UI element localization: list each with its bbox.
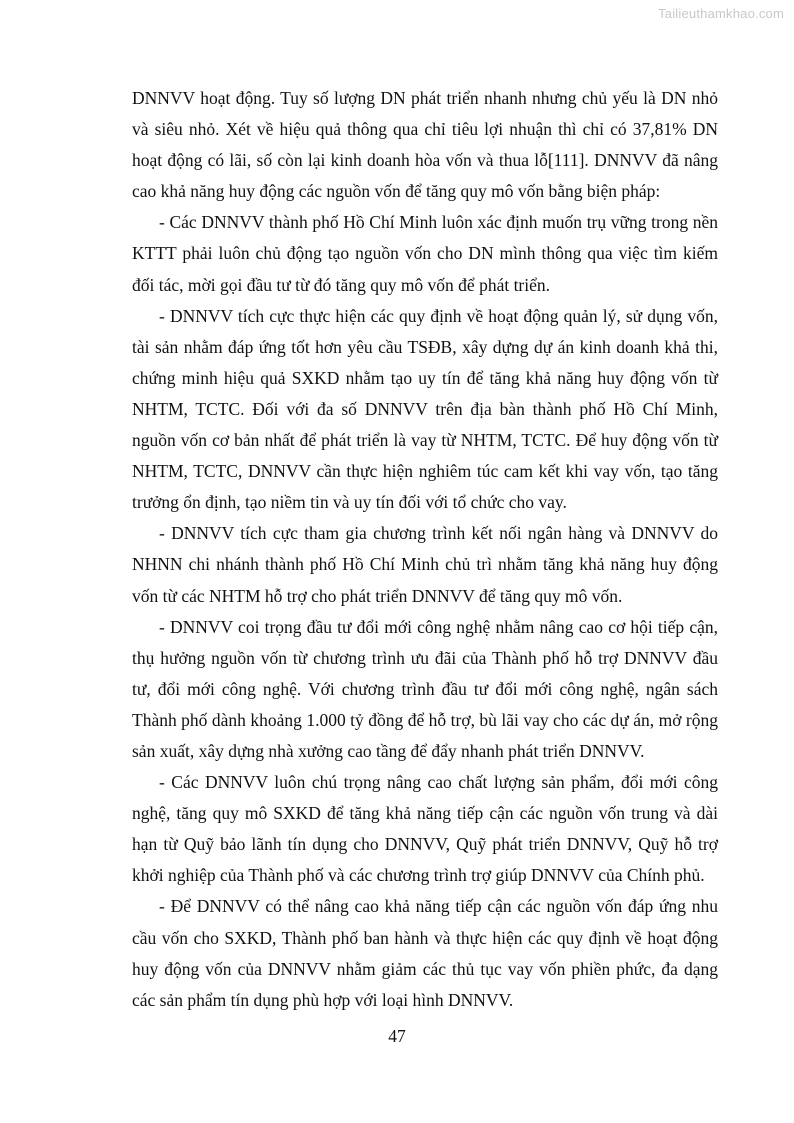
site-watermark: Tailieuthamkhao.com xyxy=(658,6,784,21)
paragraph-bullet-6: - Để DNNVV có thể nâng cao khả năng tiếp cận các nguồn vốn đáp ứng nhu cầu vốn cho SXKD, Thành phố ban hành và thực hiện các quy định về hoạt động huy động vốn của DNNVV nhằm giảm các thủ tục vay vốn phiền phức, đa dạng các sản phẩm tín dụng phù hợp với loại hình DNNVV. xyxy=(132,896,718,1010)
paragraph-intro: DNNVV hoạt động. Tuy số lượng DN phát triển nhanh nhưng chủ yếu là DN nhỏ và siêu nhỏ. Xét về hiệu quả thông qua chỉ tiêu lợi nhuận thì chỉ có 37,81% DN hoạt động có lãi, số còn lại kinh doanh hòa vốn và thua lỗ[111]. DNNVV đã nâng cao khả năng huy động các nguồn vốn để tăng quy mô vốn bằng biện pháp: xyxy=(132,88,718,202)
paragraph-bullet-2: - DNNVV tích cực thực hiện các quy định về hoạt động quản lý, sử dụng vốn, tài sản nhằm đáp ứng tốt hơn yêu cầu TSĐB, xây dựng dự án kinh doanh khả thi, chứng minh hiệu quả SXKD nhằm tạo uy tín để tăng khả năng huy động vốn từ NHTM, TCTC. Đối với đa số DNNVV trên địa bàn thành phố Hồ Chí Minh, nguồn vốn cơ bản nhất để phát triển là vay từ NHTM, TCTC. Để huy động vốn từ NHTM, TCTC, DNNVV cần thực hiện nghiêm túc cam kết khi vay vốn, tạo tăng trưởng ổn định, tạo niềm tin và uy tín đối với tổ chức cho vay. xyxy=(132,305,718,513)
paragraph-bullet-1: - Các DNNVV thành phố Hồ Chí Minh luôn xác định muốn trụ vững trong nền KTTT phải luôn chủ động tạo nguồn vốn cho DN mình thông qua việc tìm kiếm đối tác, mời gọi đầu tư từ đó tăng quy mô vốn để phát triển. xyxy=(132,212,718,295)
page-number: 47 xyxy=(388,1026,406,1046)
paragraph-bullet-3: - DNNVV tích cực tham gia chương trình kết nối ngân hàng và DNNVV do NHNN chi nhánh thành phố Hồ Chí Minh chủ trì nhằm tăng khả năng huy động vốn từ các NHTM hỗ trợ cho phát triển DNNVV để tăng quy mô vốn. xyxy=(132,523,718,606)
paragraph-bullet-5: - Các DNNVV luôn chú trọng nâng cao chất lượng sản phẩm, đổi mới công nghệ, tăng quy mô SXKD để tăng khả năng tiếp cận các nguồn vốn trung và dài hạn từ Quỹ bảo lãnh tín dụng cho DNNVV, Quỹ phát triển DNNVV, Quỹ hỗ trợ khởi nghiệp của Thành phố và các chương trình trợ giúp DNNVV của Chính phủ. xyxy=(132,772,718,886)
page-body xyxy=(132,83,718,1016)
paragraph-bullet-4: - DNNVV coi trọng đầu tư đổi mới công nghệ nhằm nâng cao cơ hội tiếp cận, thụ hưởng nguồn vốn từ chương trình ưu đãi của Thành phố hỗ trợ DNNVV đầu tư, đổi mới công nghệ. Với chương trình đầu tư đổi mới công nghệ, ngân sách Thành phố dành khoảng 1.000 tỷ đồng để hỗ trợ, bù lãi vay cho các dự án, mở rộng sản xuất, xây dựng nhà xưởng cao tầng để đẩy nhanh phát triển DNNVV. xyxy=(132,616,718,761)
